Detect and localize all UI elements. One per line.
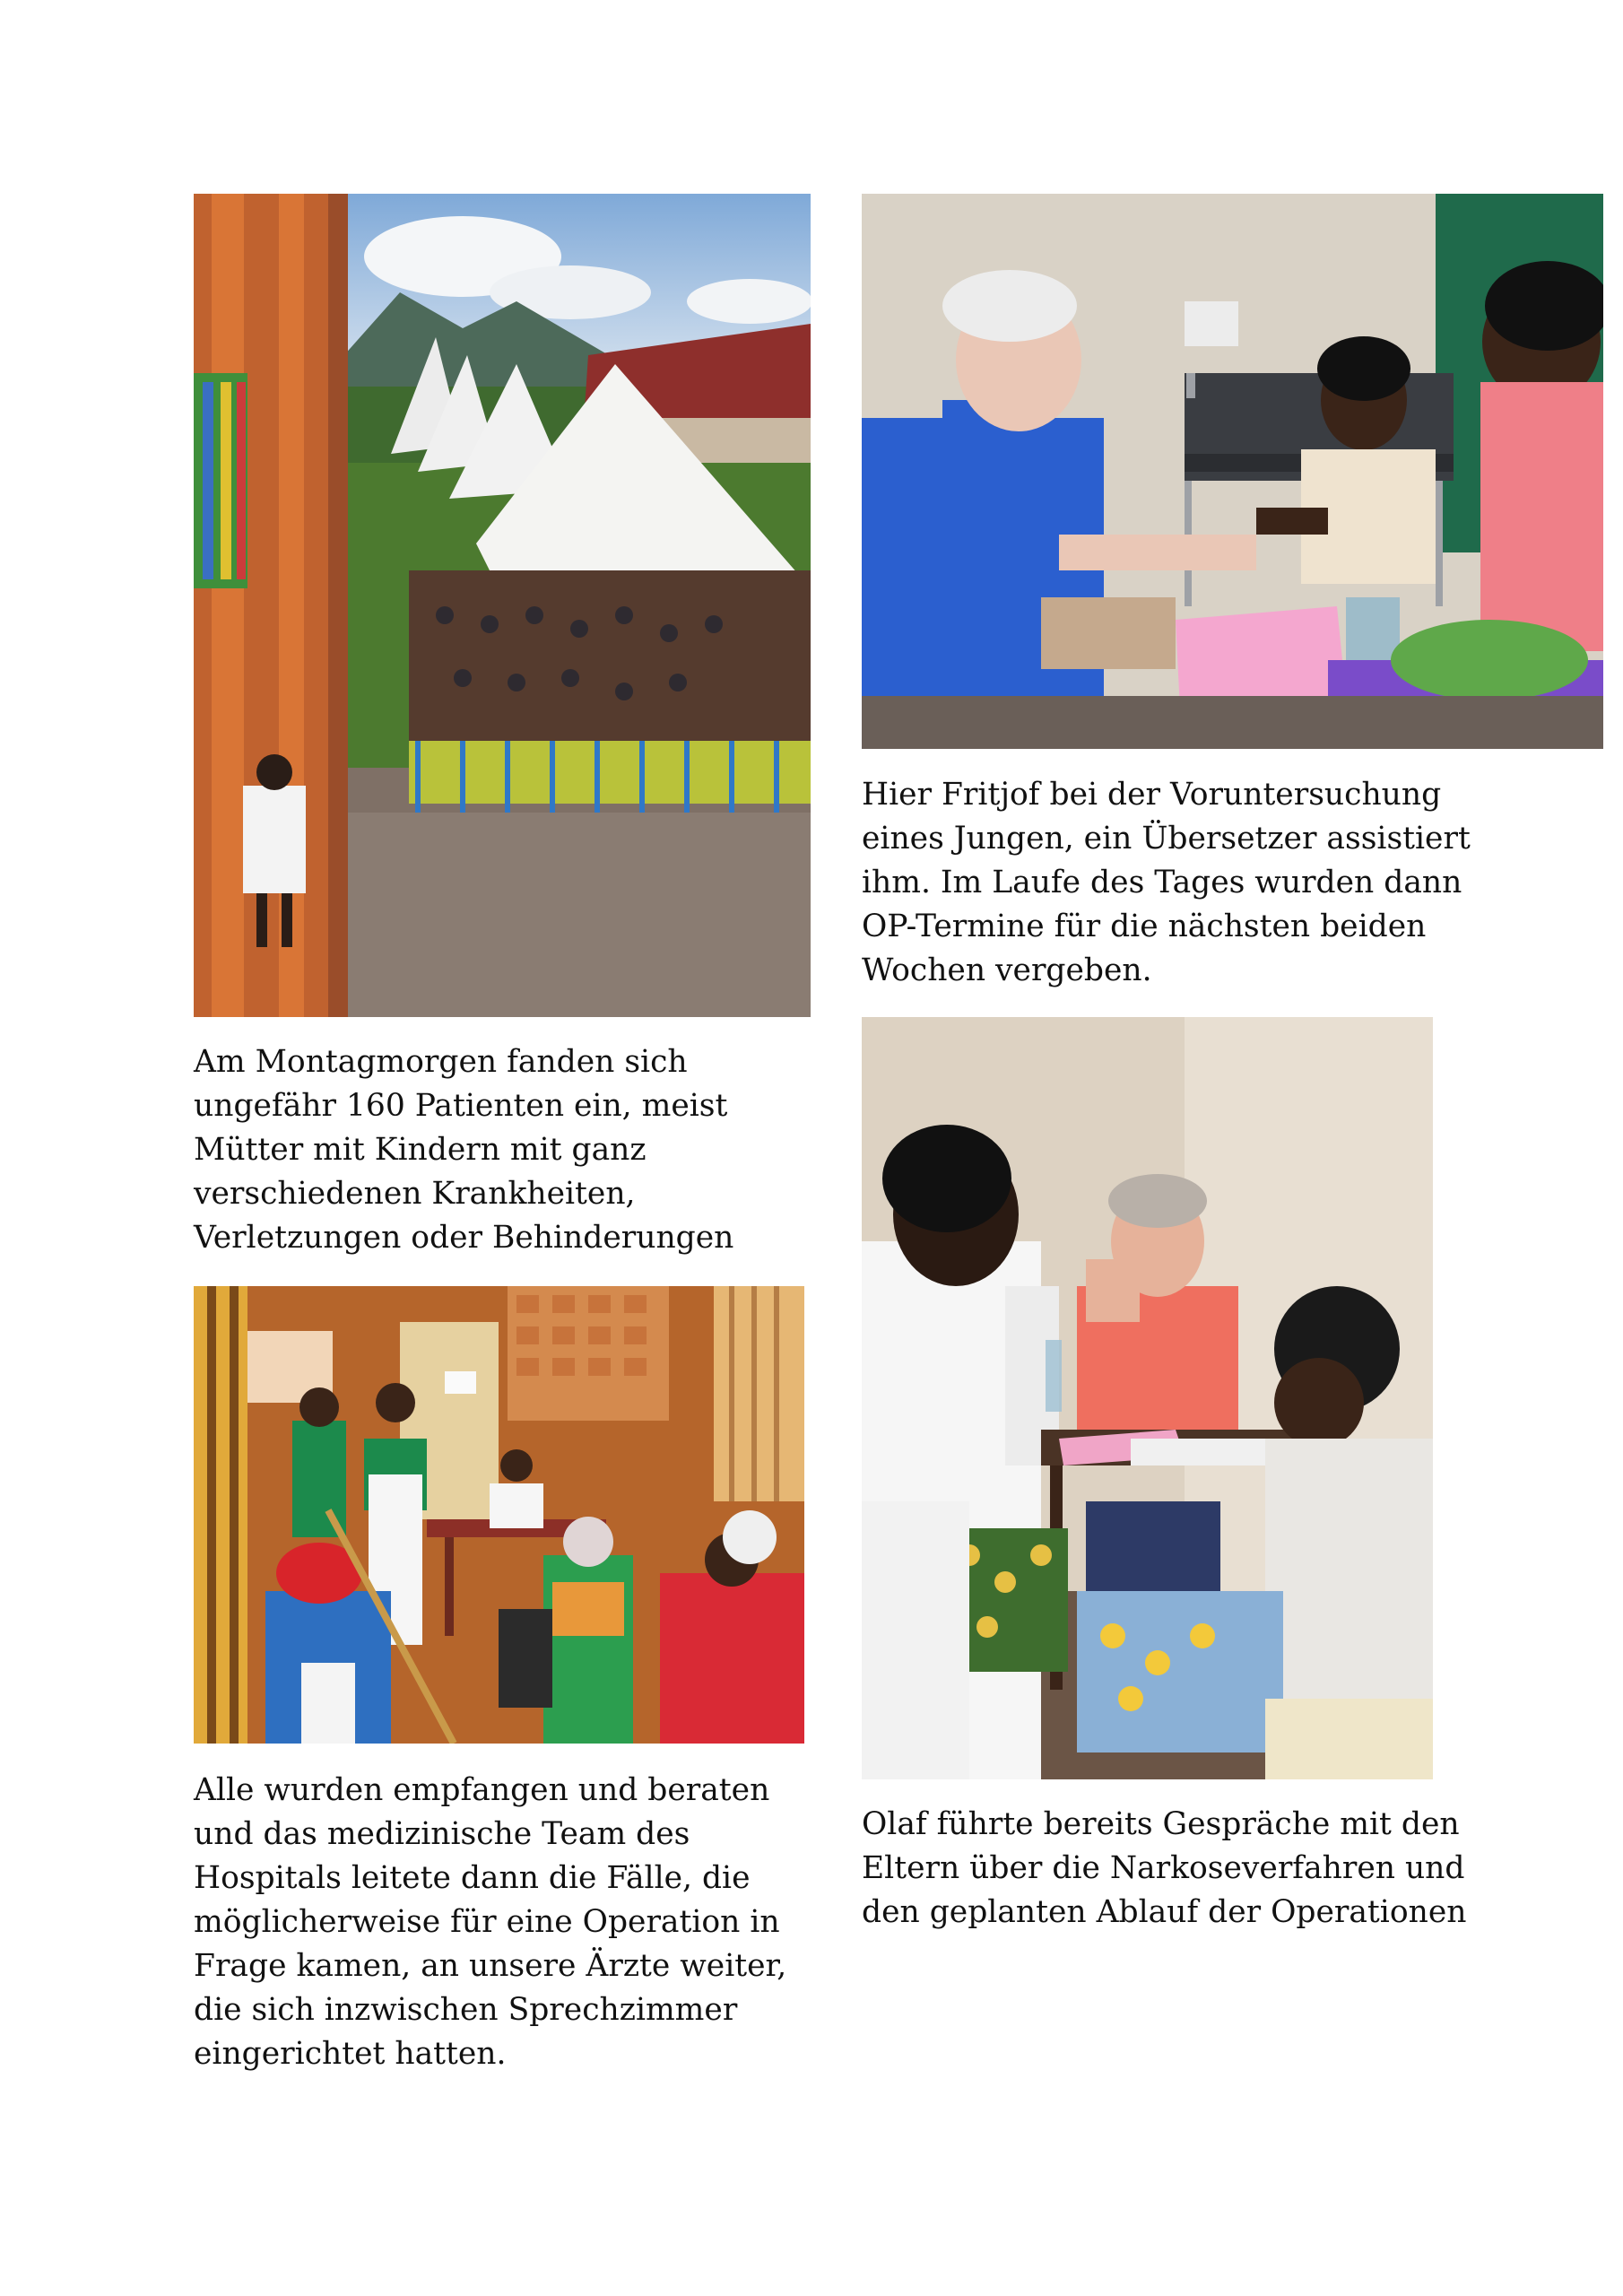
caption-line: Mütter mit Kindern mit ganz <box>194 1132 647 1168</box>
photo-hospital-courtyard-tents <box>194 194 811 1017</box>
courtyard-illustration <box>194 194 811 1017</box>
caption-line: ungefähr 160 Patienten ein, meist <box>194 1088 728 1124</box>
photo-waiting-room <box>194 1286 804 1744</box>
caption-line: verschiedenen Krankheiten, <box>194 1176 636 1212</box>
caption-team-referral <box>194 1769 786 2076</box>
caption-line: Eltern über die Narkoseverfahren und <box>862 1850 1465 1886</box>
caption-line: möglicherweise für eine Operation in <box>194 1904 780 1940</box>
caption-line: Alle wurden empfangen und beraten <box>194 1772 770 1808</box>
caption-line: eines Jungen, ein Übersetzer assistiert <box>862 821 1471 857</box>
caption-line: OP-Termine für die nächsten beiden <box>862 909 1427 944</box>
caption-line: Verletzungen oder Behinderungen <box>194 1220 734 1256</box>
caption-line: Am Montagmorgen fanden sich <box>194 1044 688 1080</box>
caption-line: Hospitals leitete dann die Fälle, die <box>194 1860 751 1896</box>
caption-line: den geplanten Ablauf der Operationen <box>862 1894 1467 1930</box>
waiting-room-illustration <box>194 1286 804 1744</box>
caption-patients-arrival <box>194 1040 733 1260</box>
caption-line: ihm. Im Laufe des Tages wurden dann <box>862 865 1462 900</box>
caption-line: Wochen vergeben. <box>862 952 1152 988</box>
caption-fritjof-examination <box>862 773 1471 993</box>
photo-fritjof-examination <box>862 194 1603 749</box>
caption-line: Olaf führte bereits Gespräche mit den <box>862 1806 1460 1842</box>
photo-olaf-consultation <box>862 1017 1433 1779</box>
caption-line: Hier Fritjof bei der Voruntersuchung <box>862 777 1442 813</box>
caption-olaf-consultation <box>862 1803 1466 1935</box>
caption-line: eingerichtet hatten. <box>194 2036 507 2072</box>
examination-illustration <box>862 194 1603 749</box>
consultation-illustration <box>862 1017 1433 1779</box>
caption-line: die sich inzwischen Sprechzimmer <box>194 1992 738 2028</box>
caption-line: und das medizinische Team des <box>194 1816 690 1852</box>
caption-line: Frage kamen, an unsere Ärzte weiter, <box>194 1948 787 1984</box>
